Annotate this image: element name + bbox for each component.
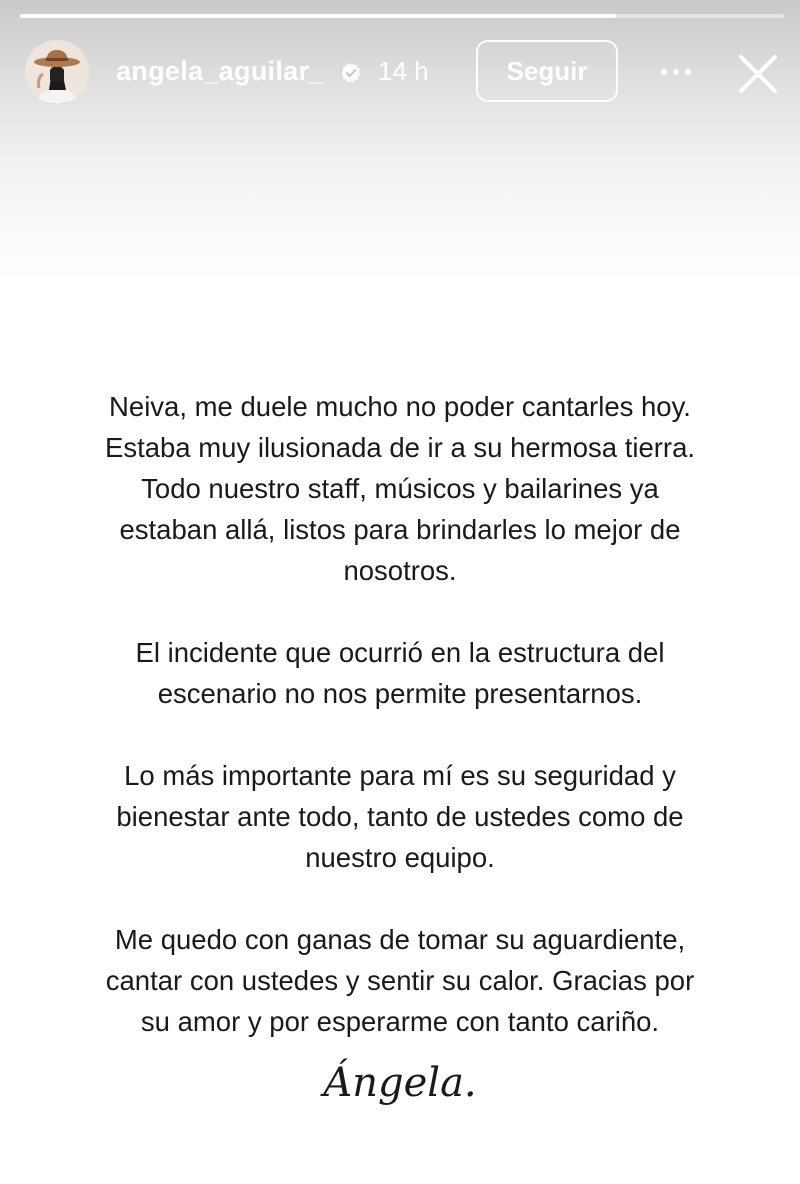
story-header bbox=[0, 36, 800, 112]
message-line: Me quedo con ganas de tomar su aguardiente, bbox=[114, 924, 686, 955]
story-progress-bar bbox=[20, 14, 784, 18]
username[interactable]: angela_aguilar_ bbox=[116, 56, 325, 86]
message-paragraph bbox=[60, 632, 740, 714]
profile-photo-avatar-icon bbox=[25, 40, 89, 104]
signature-angela bbox=[310, 1050, 490, 1120]
message-line: escenario no nos permite presentarnos. bbox=[157, 678, 643, 709]
message-line: nosotros. bbox=[343, 555, 457, 586]
message-line: nuestro equipo. bbox=[305, 842, 495, 873]
message-line: estaban allá, listos para brindarles lo mejor de bbox=[119, 514, 681, 545]
story-message bbox=[60, 386, 740, 1083]
close-icon[interactable] bbox=[736, 52, 780, 96]
message-line: Neiva, me duele mucho no poder cantarles hoy. bbox=[109, 391, 691, 422]
message-line: Todo nuestro staff, músicos y bailarines ya bbox=[141, 473, 659, 504]
message-paragraph bbox=[60, 386, 740, 591]
avatar[interactable] bbox=[25, 40, 89, 104]
post-time: 14 h bbox=[378, 56, 429, 86]
follow-button[interactable]: Seguir bbox=[476, 40, 618, 102]
verified-badge-icon bbox=[340, 62, 362, 84]
message-paragraph bbox=[60, 755, 740, 878]
message-line: su amor y por esperarme con tanto cariño. bbox=[140, 1006, 660, 1037]
message-line: bienestar ante todo, tanto de ustedes como de bbox=[116, 801, 684, 832]
message-line: Lo más importante para mí es su seguridad y bbox=[124, 760, 676, 791]
message-line: cantar con ustedes y sentir su calor. Gracias por bbox=[105, 965, 695, 996]
story-progress-fill bbox=[20, 14, 616, 18]
signature-text: Ángela. bbox=[323, 1060, 477, 1106]
message-paragraph bbox=[60, 919, 740, 1042]
more-horizontal-icon[interactable] bbox=[656, 60, 696, 84]
message-line: Estaba muy ilusionada de ir a su hermosa tierra. bbox=[104, 432, 695, 463]
message-line: El incidente que ocurrió en la estructura del bbox=[135, 637, 665, 668]
